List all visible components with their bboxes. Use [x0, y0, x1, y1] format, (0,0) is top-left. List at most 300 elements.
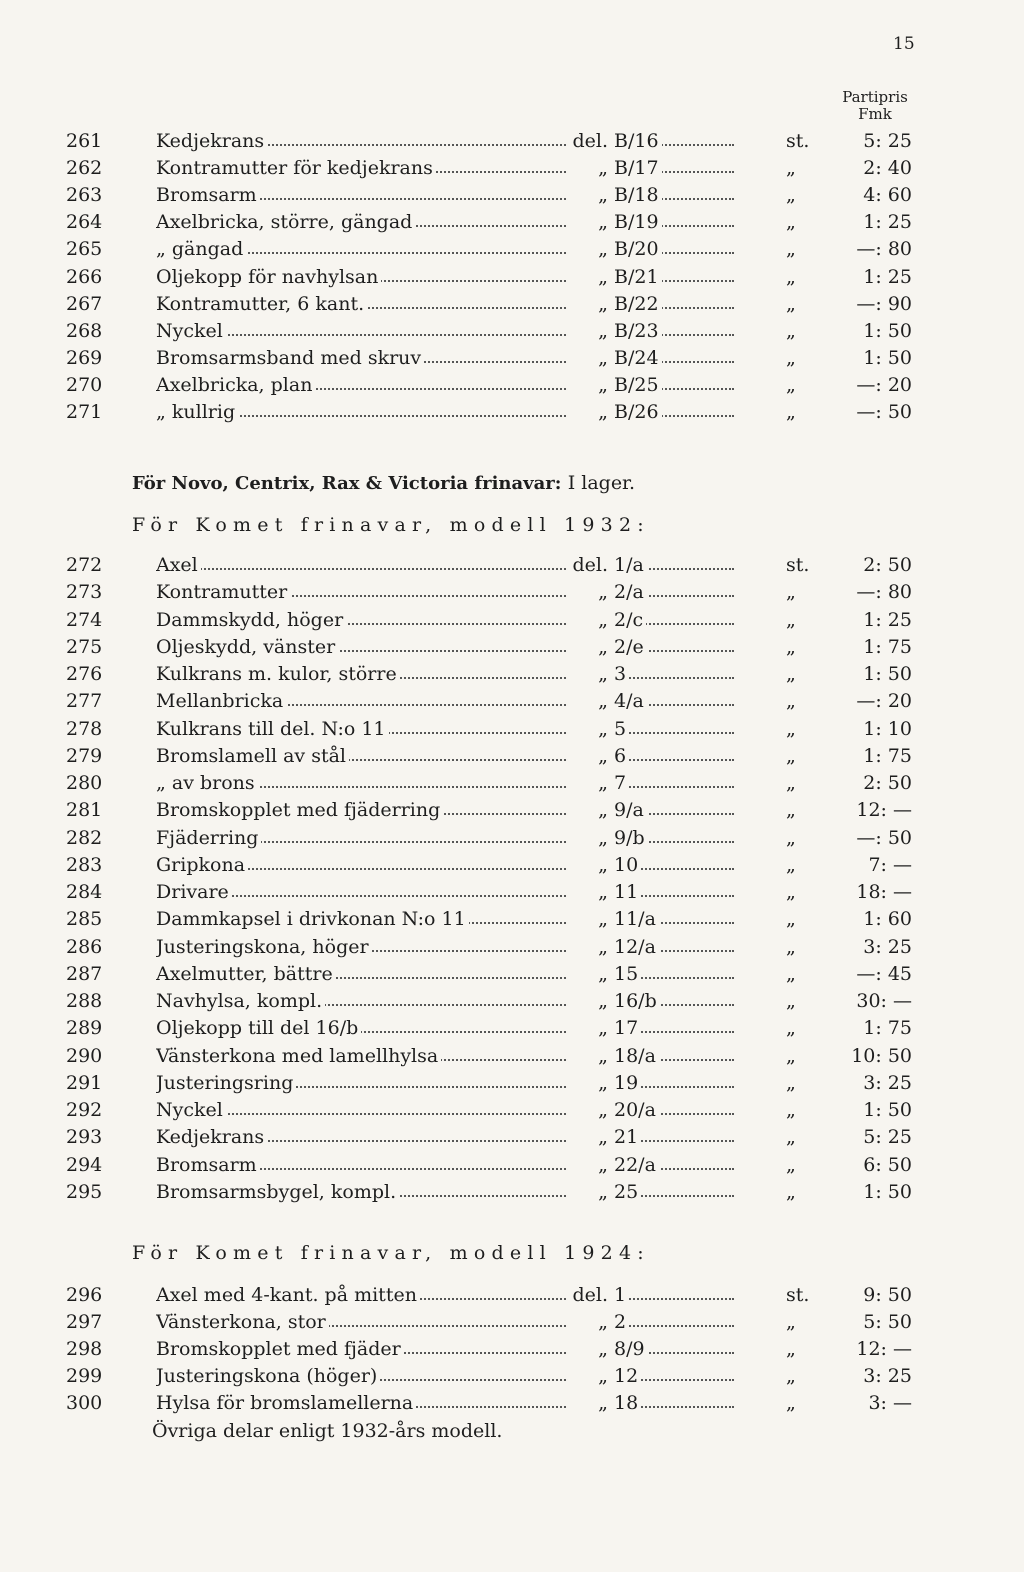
item-description-cell	[156, 184, 566, 206]
item-number: 278	[66, 717, 103, 740]
item-part-number: B/19	[614, 211, 662, 233]
item-unit: „	[786, 962, 796, 985]
item-del-label: „	[598, 157, 608, 180]
item-del-label: „	[598, 826, 608, 849]
item-price: 18: —	[856, 881, 912, 903]
item-del-label: „	[598, 908, 608, 931]
item-part-number: B/25	[614, 374, 662, 396]
item-description: Dammkapsel i drivkonan N:o 11	[156, 908, 469, 930]
table-row	[0, 1099, 1024, 1126]
item-number: 294	[66, 1153, 103, 1176]
table-row	[0, 936, 1024, 963]
item-del-label: „	[598, 184, 608, 207]
item-price: 3: 25	[863, 1365, 912, 1387]
item-description-cell	[156, 1338, 566, 1360]
item-part-number: 4/a	[614, 690, 647, 712]
table-row	[0, 293, 1024, 320]
heading-novo-extra: I lager.	[567, 472, 636, 494]
item-unit: „	[786, 184, 796, 207]
item-price: 1: 50	[863, 1099, 912, 1121]
item-part-number: 1	[614, 1284, 629, 1306]
item-del-label: „	[598, 990, 608, 1012]
item-description-cell	[156, 238, 566, 260]
item-part-cell	[614, 1338, 734, 1360]
table-row	[0, 827, 1024, 854]
item-price: —: 80	[856, 238, 912, 261]
table-row	[0, 1072, 1024, 1099]
item-number: 274	[66, 608, 103, 631]
item-description-cell	[156, 908, 566, 930]
item-description-cell	[156, 936, 566, 958]
footer-note: Övriga delar enligt 1932-års modell.	[152, 1420, 503, 1442]
item-del-label: „	[598, 608, 608, 631]
item-del-label: „	[598, 853, 608, 876]
item-price: 3: —	[868, 1392, 912, 1414]
item-description: „ av brons	[156, 772, 258, 794]
price-column-header	[830, 89, 920, 124]
item-part-cell	[614, 1099, 734, 1121]
item-number: 268	[66, 319, 103, 342]
item-price: 2: 50	[863, 772, 912, 794]
item-description-cell	[156, 718, 566, 740]
item-del-label: „	[598, 1180, 608, 1203]
item-description-cell	[156, 266, 566, 288]
item-description-cell	[156, 1154, 566, 1176]
item-part-cell	[614, 320, 734, 342]
leader-dots	[614, 1325, 734, 1327]
item-part-number: B/21	[614, 266, 662, 288]
item-number: 292	[66, 1099, 103, 1121]
item-price: 4: 60	[863, 184, 912, 207]
item-unit: st.	[786, 1284, 810, 1306]
table-row	[0, 718, 1024, 745]
item-part-cell	[614, 238, 734, 260]
item-price: —: 20	[856, 373, 912, 396]
item-description: Axel	[156, 554, 201, 576]
table-row	[0, 1126, 1024, 1153]
item-part-cell	[614, 1365, 734, 1387]
item-description: Fjäderring	[156, 827, 261, 849]
item-description-cell	[156, 347, 566, 369]
item-part-number: 12	[614, 1365, 641, 1387]
item-description-cell	[156, 1099, 566, 1121]
item-description-cell	[156, 293, 566, 315]
item-description: Kontramutter	[156, 581, 290, 603]
item-description-cell	[156, 1311, 566, 1333]
item-del-label: „	[598, 663, 608, 685]
item-description: Drivare	[156, 881, 232, 903]
item-description: Bromsarm	[156, 1154, 260, 1176]
item-unit: „	[786, 635, 796, 658]
item-unit: „	[786, 1126, 796, 1149]
item-del-label: „	[598, 881, 608, 903]
heading-novo-bold: För Novo, Centrix, Rax & Victoria frinavar:	[132, 473, 562, 494]
item-unit: „	[786, 1392, 796, 1414]
item-description: Nyckel	[156, 320, 226, 342]
section-1932-heading-novo	[132, 472, 635, 494]
item-number: 299	[66, 1365, 103, 1387]
item-description-cell	[156, 157, 566, 179]
item-part-cell	[614, 718, 734, 740]
item-unit: „	[786, 853, 796, 876]
item-unit: „	[786, 1365, 796, 1387]
item-description: Kulkrans till del. N:o 11	[156, 718, 389, 740]
item-part-number: 1/a	[614, 554, 647, 576]
item-number: 291	[66, 1071, 103, 1094]
item-number: 272	[66, 554, 103, 576]
item-unit: „	[786, 1153, 796, 1176]
item-part-number: 2/a	[614, 581, 647, 603]
item-description: Bromskopplet med fjäderring	[156, 799, 443, 821]
item-part-cell	[614, 854, 734, 876]
item-part-number: 2/c	[614, 609, 646, 631]
item-price: 1: 25	[863, 608, 912, 631]
table-row	[0, 157, 1024, 184]
item-del-label: „	[598, 346, 608, 369]
item-part-cell	[614, 609, 734, 631]
item-price: 1: 50	[863, 1180, 912, 1203]
item-del-label: „	[598, 1365, 608, 1387]
item-description-cell	[156, 745, 566, 767]
item-unit: „	[786, 935, 796, 958]
table-row	[0, 854, 1024, 881]
item-del-label: „	[598, 401, 608, 423]
item-part-number: 15	[614, 963, 641, 985]
item-description: Axel med 4-kant. på mitten	[156, 1284, 420, 1306]
item-part-cell	[614, 636, 734, 658]
item-number: 273	[66, 581, 103, 604]
item-unit: „	[786, 1071, 796, 1094]
table-row	[0, 745, 1024, 772]
table-row	[0, 266, 1024, 293]
item-unit: st.	[786, 554, 810, 576]
item-price: 2: 50	[863, 554, 912, 576]
item-description-cell	[156, 963, 566, 985]
item-price: 9: 50	[863, 1284, 912, 1306]
item-part-cell	[614, 1311, 734, 1333]
table-row	[0, 990, 1024, 1017]
item-price: 1: 75	[863, 635, 912, 658]
item-description-cell	[156, 636, 566, 658]
item-del-label: del.	[572, 130, 608, 152]
item-del-label: „	[598, 744, 608, 767]
item-description: „ kullrig	[156, 401, 238, 423]
table-row	[0, 1181, 1024, 1208]
item-del-label: „	[598, 1311, 608, 1333]
item-unit: „	[786, 346, 796, 369]
item-price: —: 50	[856, 401, 912, 423]
item-part-number: B/24	[614, 347, 662, 369]
item-del-label: „	[598, 319, 608, 342]
item-del-label: „	[598, 581, 608, 604]
item-description: Nyckel	[156, 1099, 226, 1121]
item-description-cell	[156, 690, 566, 712]
item-unit: „	[786, 1017, 796, 1040]
leader-dots	[614, 786, 734, 788]
item-price: 7: —	[868, 853, 912, 876]
item-number: 297	[66, 1311, 103, 1333]
item-description-cell	[156, 554, 566, 576]
table-row	[0, 663, 1024, 690]
item-unit: „	[786, 1044, 796, 1067]
item-part-number: 21	[614, 1126, 641, 1148]
table-row	[0, 130, 1024, 157]
item-unit: „	[786, 908, 796, 931]
item-description: Bromsarmsbygel, kompl.	[156, 1181, 399, 1203]
item-part-cell	[614, 1181, 734, 1203]
item-description: Justeringsring	[156, 1072, 296, 1094]
item-part-number: 2	[614, 1311, 629, 1333]
table-row	[0, 1284, 1024, 1311]
item-description-cell	[156, 1126, 566, 1148]
item-description: Oljeskydd, vänster	[156, 636, 338, 658]
item-part-cell	[614, 581, 734, 603]
item-price: 12: —	[856, 1338, 912, 1360]
item-number: 277	[66, 690, 103, 713]
item-number: 283	[66, 853, 103, 876]
item-del-label: „	[598, 1392, 608, 1414]
item-description-cell	[156, 374, 566, 396]
table-row	[0, 799, 1024, 826]
item-number: 287	[66, 962, 103, 985]
table-row	[0, 1338, 1024, 1365]
item-part-cell	[614, 772, 734, 794]
item-part-number: B/17	[614, 157, 662, 179]
table-row	[0, 1365, 1024, 1392]
item-description: Hylsa för bromslamellerna	[156, 1392, 416, 1414]
item-price: 6: 50	[863, 1153, 912, 1176]
item-price: 3: 25	[863, 1071, 912, 1094]
item-unit: „	[786, 581, 796, 604]
item-description-cell	[156, 609, 566, 631]
item-unit: „	[786, 690, 796, 713]
item-part-number: B/16	[614, 130, 662, 152]
item-unit: st.	[786, 130, 810, 152]
item-number: 262	[66, 157, 103, 180]
item-description-cell	[156, 663, 566, 685]
item-number: 263	[66, 184, 103, 207]
item-part-number: B/18	[614, 184, 662, 206]
item-part-cell	[614, 1072, 734, 1094]
item-unit: „	[786, 211, 796, 234]
item-description-cell	[156, 881, 566, 903]
item-description-cell	[156, 1365, 566, 1387]
item-price: 5: 25	[863, 130, 912, 152]
item-part-cell	[614, 745, 734, 767]
item-description: Kulkrans m. kulor, större	[156, 663, 400, 685]
item-del-label: „	[598, 292, 608, 315]
table-row	[0, 609, 1024, 636]
item-del-label: „	[598, 772, 608, 794]
item-price: 1: 10	[863, 717, 912, 740]
table-row	[0, 636, 1024, 663]
item-part-cell	[614, 347, 734, 369]
item-description: Dammskydd, höger	[156, 609, 346, 631]
item-unit: „	[786, 744, 796, 767]
table-row	[0, 1154, 1024, 1181]
item-number: 264	[66, 211, 103, 234]
item-unit: „	[786, 292, 796, 315]
item-del-label: „	[598, 373, 608, 396]
item-part-number: 6	[614, 745, 629, 767]
item-description: Kontramutter för kedjekrans	[156, 157, 436, 179]
item-description-cell	[156, 772, 566, 794]
item-part-cell	[614, 990, 734, 1012]
item-part-number: 9/b	[614, 827, 648, 849]
item-del-label: „	[598, 962, 608, 985]
item-part-number: 8/9	[614, 1338, 648, 1360]
item-part-cell	[614, 1284, 734, 1306]
item-price: 1: 75	[863, 1017, 912, 1040]
item-part-number: 11	[614, 881, 641, 903]
item-part-cell	[614, 827, 734, 849]
item-unit: „	[786, 663, 796, 685]
item-part-number: 5	[614, 718, 629, 740]
item-number: 279	[66, 744, 103, 767]
item-description-cell	[156, 1284, 566, 1306]
item-description: Bromskopplet med fjäder	[156, 1338, 404, 1360]
item-part-number: 11/a	[614, 908, 659, 930]
item-unit: „	[786, 608, 796, 631]
item-unit: „	[786, 373, 796, 396]
item-part-number: B/23	[614, 320, 662, 342]
item-part-cell	[614, 1154, 734, 1176]
item-unit: „	[786, 1311, 796, 1333]
item-price: 30: —	[856, 990, 912, 1012]
item-number: 261	[66, 130, 103, 152]
item-part-cell	[614, 881, 734, 903]
table-row	[0, 963, 1024, 990]
table-row	[0, 347, 1024, 374]
leader-dots	[614, 1298, 734, 1300]
item-description: Bromsarmsband med skruv	[156, 347, 424, 369]
item-price: 3: 25	[863, 935, 912, 958]
item-description-cell	[156, 854, 566, 876]
item-price: —: 80	[856, 581, 912, 604]
item-description: Justeringskona, höger	[156, 936, 372, 958]
item-description-cell	[156, 1392, 566, 1414]
item-part-number: 25	[614, 1181, 641, 1203]
item-unit: „	[786, 1180, 796, 1203]
item-price: —: 20	[856, 690, 912, 713]
item-description: Oljekopp till del 16/b	[156, 1017, 361, 1039]
item-price: 10: 50	[851, 1044, 912, 1067]
table-row	[0, 1311, 1024, 1338]
item-part-cell	[614, 1126, 734, 1148]
item-del-label: „	[598, 635, 608, 658]
item-price: 1: 50	[863, 319, 912, 342]
item-part-number: B/20	[614, 238, 662, 260]
item-unit: „	[786, 1099, 796, 1121]
table-row	[0, 881, 1024, 908]
item-part-number: 18	[614, 1392, 641, 1414]
item-part-cell	[614, 211, 734, 233]
item-unit: „	[786, 319, 796, 342]
leader-dots	[156, 568, 566, 570]
item-number: 290	[66, 1044, 103, 1067]
item-description: Kontramutter, 6 kant.	[156, 293, 367, 315]
table-row	[0, 908, 1024, 935]
item-description: Axelbricka, plan	[156, 374, 315, 396]
item-description-cell	[156, 320, 566, 342]
item-description-cell	[156, 211, 566, 233]
table-row	[0, 1392, 1024, 1419]
item-description: Vänsterkona med lamellhylsa	[156, 1045, 441, 1067]
item-unit: „	[786, 717, 796, 740]
item-part-cell	[614, 799, 734, 821]
item-unit: „	[786, 990, 796, 1012]
item-del-label: „	[598, 265, 608, 288]
item-part-cell	[614, 293, 734, 315]
item-unit: „	[786, 826, 796, 849]
item-part-number: 9/a	[614, 799, 647, 821]
item-del-label: „	[598, 1044, 608, 1067]
item-part-cell	[614, 401, 734, 423]
table-row	[0, 211, 1024, 238]
item-number: 284	[66, 881, 103, 903]
item-number: 269	[66, 346, 103, 369]
item-part-number: 22/a	[614, 1154, 659, 1176]
item-number: 275	[66, 635, 103, 658]
item-del-label: „	[598, 238, 608, 261]
item-price: 1: 50	[863, 663, 912, 685]
item-description: Mellanbricka	[156, 690, 286, 712]
item-del-label: „	[598, 1153, 608, 1176]
item-part-cell	[614, 1392, 734, 1414]
item-description-cell	[156, 1072, 566, 1094]
item-unit: „	[786, 157, 796, 180]
item-part-number: 18/a	[614, 1045, 659, 1067]
leader-dots	[614, 759, 734, 761]
item-price: 1: 25	[863, 265, 912, 288]
item-description-cell	[156, 990, 566, 1012]
item-number: 270	[66, 373, 103, 396]
item-number: 271	[66, 401, 103, 423]
item-part-cell	[614, 130, 734, 152]
table-row	[0, 320, 1024, 347]
item-part-number: 20/a	[614, 1099, 659, 1121]
item-number: 298	[66, 1338, 103, 1360]
item-del-label: „	[598, 799, 608, 822]
item-description: Kedjekrans	[156, 1126, 267, 1148]
table-row	[0, 554, 1024, 581]
item-description: Bromslamell av stål	[156, 745, 349, 767]
item-part-number: 17	[614, 1017, 641, 1039]
item-del-label: „	[598, 717, 608, 740]
item-price: 2: 40	[863, 157, 912, 180]
item-number: 295	[66, 1180, 103, 1203]
item-part-number: 2/e	[614, 636, 647, 658]
item-part-number: 10	[614, 854, 641, 876]
item-number: 281	[66, 799, 103, 822]
item-del-label: „	[598, 690, 608, 713]
item-description: Bromsarm	[156, 184, 260, 206]
item-del-label: „	[598, 1071, 608, 1094]
table-row	[0, 374, 1024, 401]
item-description-cell	[156, 130, 566, 152]
leader-dots	[614, 732, 734, 734]
item-part-cell	[614, 690, 734, 712]
item-description: Kedjekrans	[156, 130, 267, 152]
item-number: 267	[66, 292, 103, 315]
item-del-label: del.	[572, 1284, 608, 1306]
item-description: Gripkona	[156, 854, 248, 876]
item-price: 1: 75	[863, 744, 912, 767]
item-del-label: „	[598, 1338, 608, 1360]
item-price: 12: —	[856, 799, 912, 822]
item-del-label: „	[598, 935, 608, 958]
item-part-cell	[614, 554, 734, 576]
